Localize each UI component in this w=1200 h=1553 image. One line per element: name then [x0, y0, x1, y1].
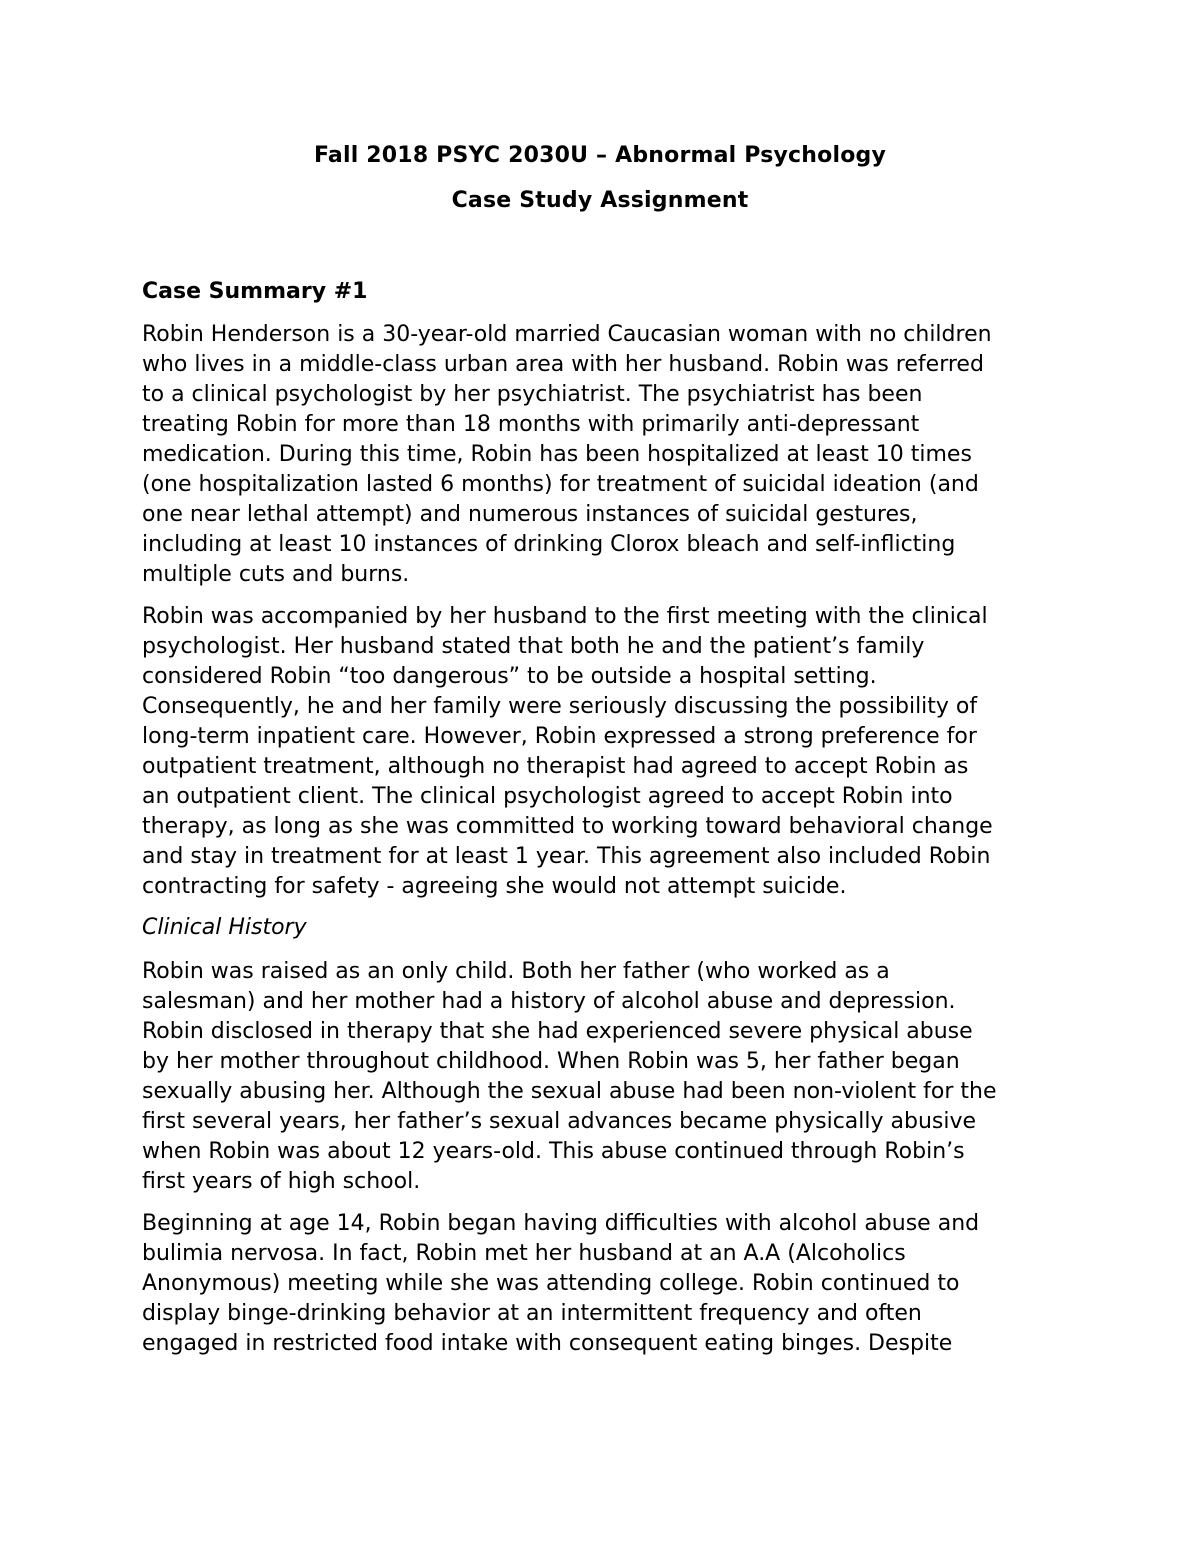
text-line: display binge-drinking behavior at an intermittent frequency and often [142, 1301, 922, 1326]
text-line: therapy, as long as she was committed to working toward behavioral change [142, 814, 993, 839]
text-line: including at least 10 instances of drinking Clorox bleach and self-inflicting [142, 532, 956, 557]
text-line: sexually abusing her. Although the sexual abuse had been non-violent for the [142, 1079, 997, 1104]
paragraph-2 [142, 602, 1082, 902]
text-line: Anonymous) meeting while she was attending college. Robin continued to [142, 1271, 960, 1296]
text-line: one near lethal attempt) and numerous instances of suicidal gestures, [142, 502, 918, 527]
paragraph-1 [142, 320, 1082, 590]
text-line: Robin was accompanied by her husband to the first meeting with the clinical [142, 604, 988, 629]
text-line: Beginning at age 14, Robin began having difficulties with alcohol abuse and [142, 1211, 980, 1236]
text-line: bulimia nervosa. In fact, Robin met her husband at an A.A (Alcoholics [142, 1241, 906, 1266]
subsection-heading: Clinical History [142, 915, 307, 940]
text-line: Robin was raised as an only child. Both her father (who worked as a [142, 959, 890, 984]
text-line: considered Robin “too dangerous” to be outside a hospital setting. [142, 664, 877, 689]
text-line: treating Robin for more than 18 months with primarily anti-depressant [142, 412, 920, 437]
paragraph-3 [142, 957, 1082, 1197]
paragraph-4 [142, 1209, 1082, 1359]
text-line: first several years, her father’s sexual advances became physically abusive [142, 1109, 977, 1134]
text-line: when Robin was about 12 years-old. This abuse continued through Robin’s [142, 1139, 965, 1164]
text-line: engaged in restricted food intake with consequent eating binges. Despite [142, 1331, 953, 1356]
text-line: contracting for safety - agreeing she would not attempt suicide. [142, 874, 847, 899]
text-line: an outpatient client. The clinical psychologist agreed to accept Robin into [142, 784, 953, 809]
text-line: by her mother throughout childhood. When Robin was 5, her father began [142, 1049, 960, 1074]
text-line: Robin disclosed in therapy that she had experienced severe physical abuse [142, 1019, 973, 1044]
text-line: and stay in treatment for at least 1 year. This agreement also included Robin [142, 844, 991, 869]
text-line: psychologist. Her husband stated that both he and the patient’s family [142, 634, 925, 659]
text-line: first years of high school. [142, 1169, 421, 1194]
section-heading: Case Summary #1 [142, 279, 368, 304]
text-line: salesman) and her mother had a history of alcohol abuse and depression. [142, 989, 956, 1014]
text-line: medication. During this time, Robin has been hospitalized at least 10 times [142, 442, 972, 467]
text-line: Consequently, he and her family were seriously discussing the possibility of [142, 694, 978, 719]
text-line: multiple cuts and burns. [142, 562, 410, 587]
text-line: outpatient treatment, although no therapist had agreed to accept Robin as [142, 754, 969, 779]
text-line: (one hospitalization lasted 6 months) for treatment of suicidal ideation (and [142, 472, 979, 497]
text-line: who lives in a middle-class urban area with her husband. Robin was referred [142, 352, 984, 377]
text-line: Robin Henderson is a 30-year-old married Caucasian woman with no children [142, 322, 992, 347]
document-subtitle: Case Study Assignment [451, 188, 749, 213]
document-title: Fall 2018 PSYC 2030U – Abnormal Psychology [313, 143, 887, 168]
text-line: long-term inpatient care. However, Robin expressed a strong preference for [142, 724, 977, 749]
text-line: to a clinical psychologist by her psychiatrist. The psychiatrist has been [142, 382, 923, 407]
